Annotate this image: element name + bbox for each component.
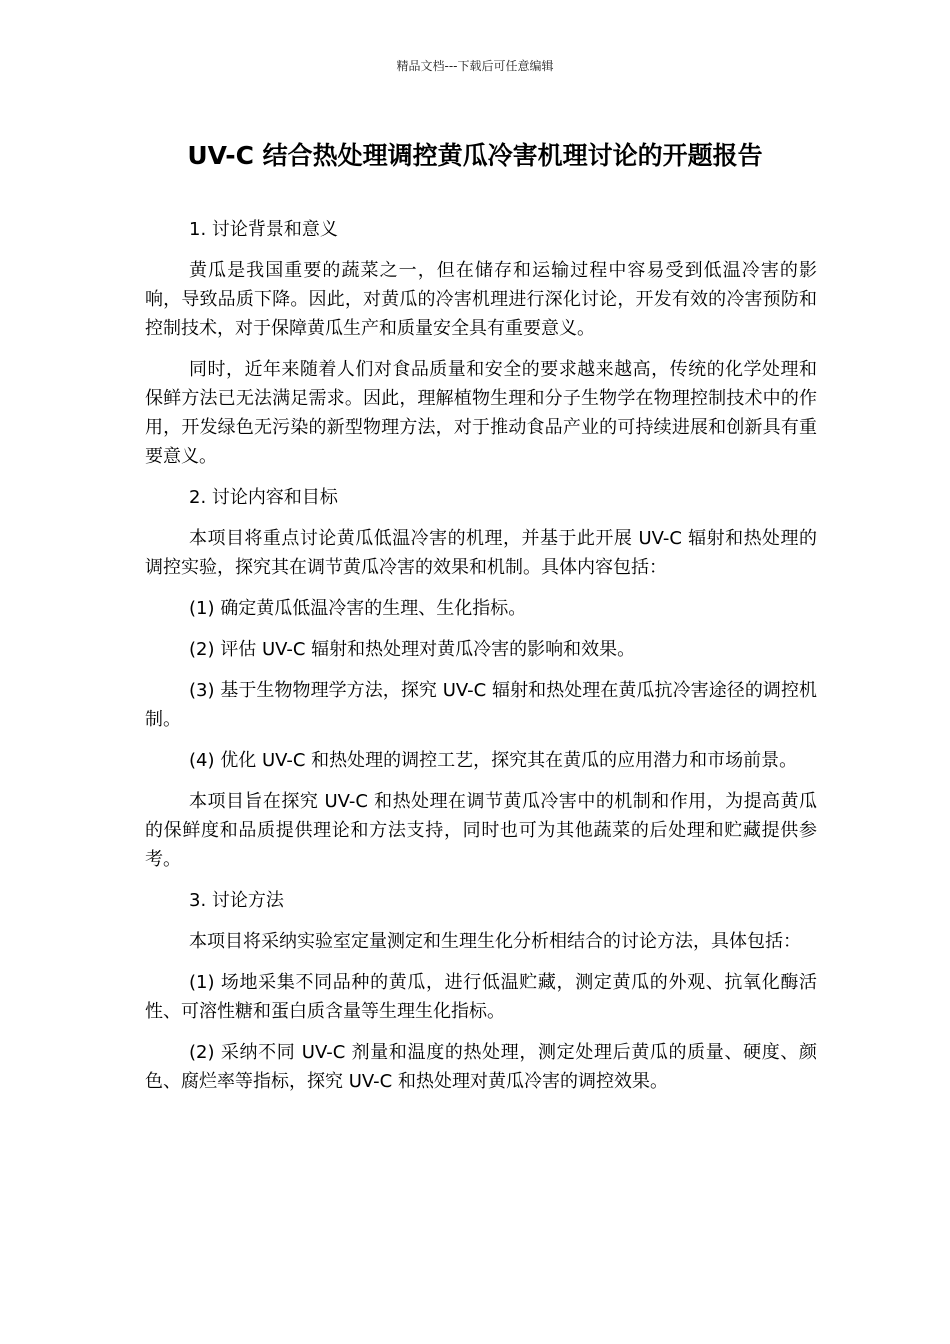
- document-body: [145, 215, 817, 1108]
- paragraph-methods-intro: 本项目将采纳实验室定量测定和生理生化分析相结合的讨论方法，具体包括：: [189, 931, 801, 952]
- paragraph-content-intro: 本项目将重点讨论黄瓜低温冷害的机理，并基于此开展 UV-C 辐射和热处理的调控实验，探究其在调节黄瓜冷害的效果和机制。具体内容包括：: [145, 528, 817, 578]
- paragraph-content-summary: 本项目旨在探究 UV-C 和热处理在调节黄瓜冷害中的机制和作用，为提高黄瓜的保鲜度和品质提供理论和方法支持，同时也可为其他蔬菜的后处理和贮藏提供参考。: [145, 791, 817, 870]
- document-title: UV-C 结合热处理调控黄瓜冷害机理讨论的开题报告: [187, 141, 763, 170]
- list-item-method-2: (2) 采纳不同 UV-C 剂量和温度的热处理，测定处理后黄瓜的质量、硬度、颜色、腐烂率等指标，探究 UV-C 和热处理对黄瓜冷害的调控效果。: [145, 1042, 817, 1092]
- list-item-content-4: (4) 优化 UV-C 和热处理的调控工艺，探究其在黄瓜的应用潜力和市场前景。: [189, 750, 798, 771]
- section-heading-content-goals: 2. 讨论内容和目标: [189, 487, 338, 508]
- paragraph-background-2: 同时，近年来随着人们对食品质量和安全的要求越来越高，传统的化学处理和保鲜方法已无法满足需求。因此，理解植物生理和分子生物学在物理控制技术中的作用，开发绿色无污染的新型物理方法，对于推动食品产业的可持续进展和创新具有重要意义。: [145, 359, 817, 467]
- list-item-content-3: (3) 基于生物物理学方法，探究 UV-C 辐射和热处理在黄瓜抗冷害途径的调控机制。: [145, 680, 817, 730]
- list-item-content-2: (2) 评估 UV-C 辐射和热处理对黄瓜冷害的影响和效果。: [189, 639, 636, 660]
- list-item-content-1: (1) 确定黄瓜低温冷害的生理、生化指标。: [189, 598, 527, 619]
- paragraph-background-1: 黄瓜是我国重要的蔬菜之一，但在储存和运输过程中容易受到低温冷害的影响，导致品质下降。因此，对黄瓜的冷害机理进行深化讨论，开发有效的冷害预防和控制技术，对于保障黄瓜生产和质量安全具有重要意义。: [145, 260, 817, 339]
- section-heading-methods: 3. 讨论方法: [189, 890, 284, 911]
- section-heading-background: 1. 讨论背景和意义: [189, 219, 338, 240]
- list-item-method-1: (1) 场地采集不同品种的黄瓜，进行低温贮藏，测定黄瓜的外观、抗氧化酶活性、可溶性糖和蛋白质含量等生理生化指标。: [145, 972, 817, 1022]
- page-header-note: 精品文档---下载后可任意编辑: [396, 59, 554, 73]
